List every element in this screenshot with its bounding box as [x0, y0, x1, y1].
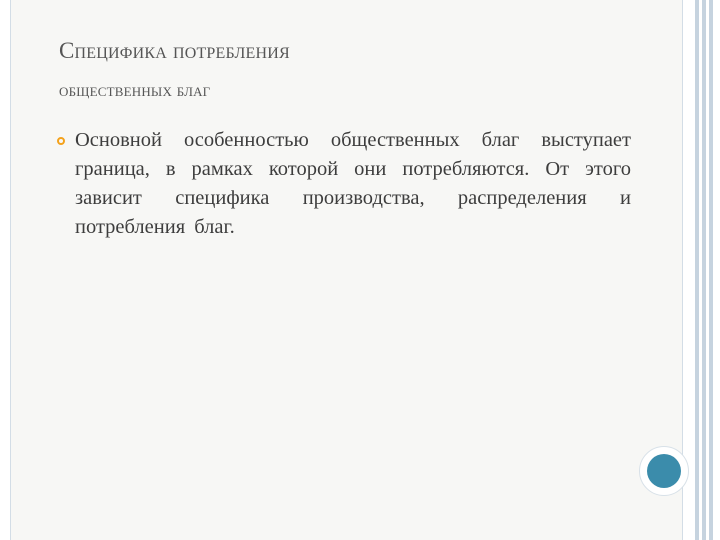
- bullet-ring-icon: [57, 137, 65, 145]
- decorative-stripe: [695, 0, 699, 540]
- decorative-stripe: [709, 0, 713, 540]
- bullet-item: [51, 126, 631, 242]
- decorative-stripe: [702, 0, 706, 540]
- bullet-list: [51, 126, 631, 242]
- slide-title-line-1: Специфика потребления: [59, 38, 290, 63]
- slide-title-line-2: общественных благ: [59, 80, 211, 100]
- decorative-right-stripes: [688, 0, 720, 540]
- corner-circle-fill: [647, 454, 681, 488]
- slide-panel: [10, 0, 683, 540]
- bullet-text: Основной особенностью общественных благ выступает граница, в рамках которой они потребляются. От этого зависит специфика производства, распределения и потребления благ.: [75, 129, 631, 238]
- corner-circle-decoration: [639, 446, 689, 496]
